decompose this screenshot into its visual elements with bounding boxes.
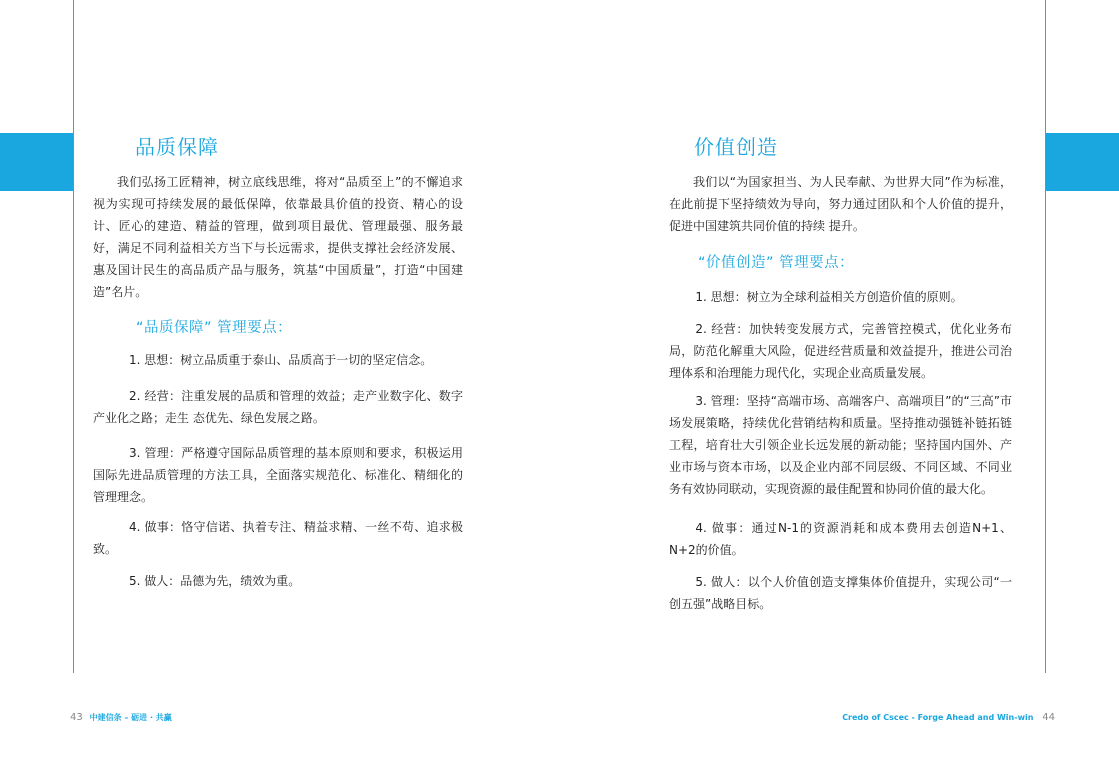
value-item-2: 2. 经营：加快转变发展方式，完善管控模式，优化业务布局，防范化解重大风险，促进经营质量和效益提升，推进公司治理体系和治理能力现代化，实现企业高质量发展。 <box>669 322 1012 380</box>
value-item-4: 4. 做事：通过N-1的资源消耗和成本费用去创造N+1、N+2的价值。 <box>669 521 1012 557</box>
value-item-5: 5. 做人：以个人价值创造支撑集体价值提升，实现公司“一创五强”战略目标。 <box>669 575 1012 611</box>
value-item-3: 3. 管理：坚持“高端市场、高端客户、高端项目”的“三高”市场发展策略，持续优化营销结构和质量。坚持推动强链补链拓链工程，培育壮大引领企业长远发展的新动能；坚持国内国外、产业市场与资本市场，以及企业内部不同层级、不同区域、不同业务有效协同联动，实现资源的最佳配置和协同价值的最大化。 <box>669 394 1012 496</box>
value-creation-subhead: “价值创造” 管理要点： <box>698 255 855 271</box>
value-creation-title: 价值创造 <box>694 135 778 159</box>
right-section-tab <box>1046 133 1119 191</box>
left-section-tab <box>0 133 73 191</box>
quality-assurance-intro: 我们弘扬工匠精神，树立底线思维，将对“品质至上”的不懈追求视为实现可持续发展的最低保障，依靠最具价值的投资、精心的设计、匠心的建造、精益的管理，做到项目最优、管理最强、服务最好，满足不同利益相关方当下与长远需求，提供支撑社会经济发展、惠及国计民生的高品质产品与服务，筑基“中国质量”，打造“中国建造”名片。 <box>93 175 463 299</box>
quality-item-5: 5. 做人：品德为先，绩效为重。 <box>129 574 301 588</box>
quality-item-4: 4. 做事：恪守信诺、执着专注、精益求精、一丝不苟、追求极致。 <box>93 520 463 556</box>
quality-assurance-title: 品质保障 <box>135 135 219 159</box>
quality-item-3: 3. 管理：严格遵守国际品质管理的基本原则和要求，积极运用国际先进品质管理的方法工具，全面落实规范化、标准化、精细化的管理理念。 <box>93 446 463 504</box>
quality-item-1: 1. 思想：树立品质重于泰山、品质高于一切的坚定信念。 <box>129 353 433 367</box>
right-margin-rule <box>1045 0 1046 673</box>
left-page-number: 43 <box>70 712 83 723</box>
right-page-number: 44 <box>1042 712 1055 723</box>
left-footer-text: 中建信条 – 砺进 · 共赢 <box>89 713 172 722</box>
value-creation-intro: 我们以“为国家担当、为人民奉献、为世界大同”作为标准，在此前提下坚持绩效为导向，努力通过团队和个人价值的提升，促进中国建筑共同价值的持续 提升。 <box>669 175 1012 233</box>
right-footer-text: Credo of Cscec - Forge Ahead and Win-win <box>842 713 1034 722</box>
left-margin-rule <box>73 0 74 673</box>
quality-assurance-subhead: “品质保障” 管理要点： <box>136 320 293 336</box>
quality-item-2: 2. 经营：注重发展的品质和管理的效益；走产业数字化、数字产业化之路；走生 态优先、绿色发展之路。 <box>93 389 463 425</box>
right-footer <box>842 712 1055 723</box>
value-item-1: 1. 思想：树立为全球利益相关方创造价值的原则。 <box>695 290 963 304</box>
left-footer <box>70 712 172 723</box>
